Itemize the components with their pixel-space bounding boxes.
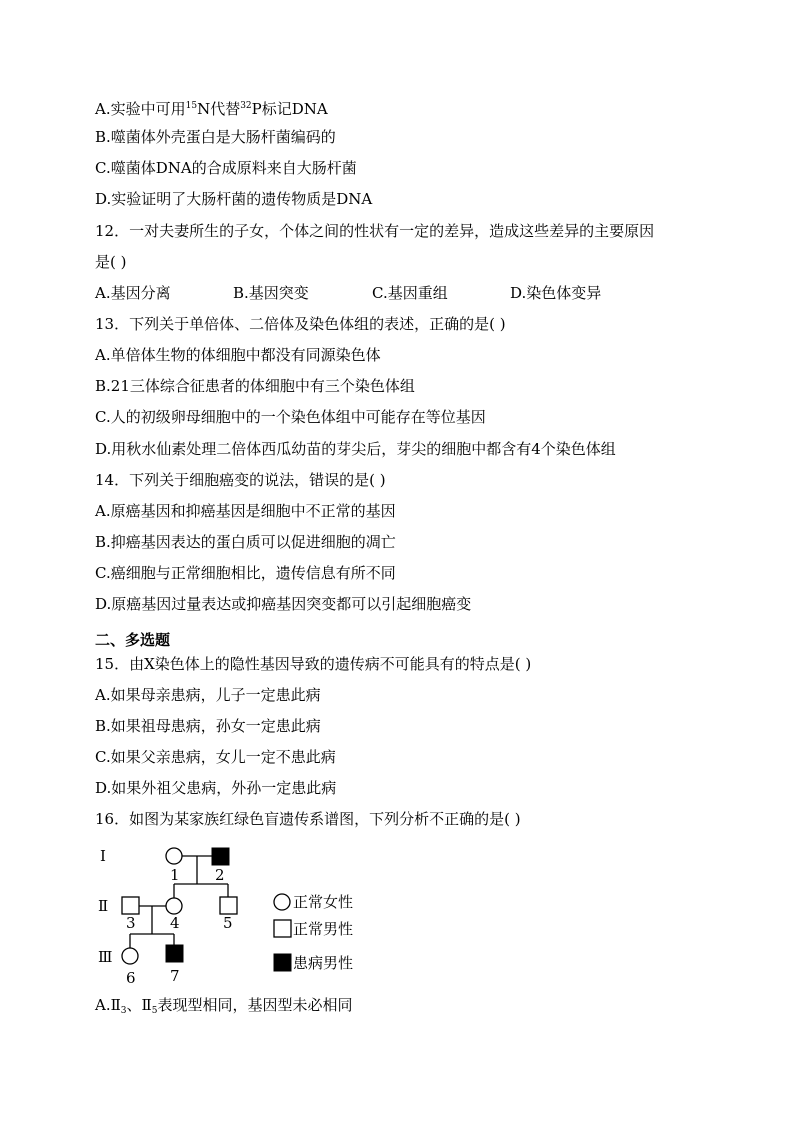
q11-option-a-text: A.实验中可用: [95, 100, 186, 118]
number-4: 4: [170, 914, 180, 932]
legend-affected-symbol: [274, 954, 291, 971]
q16-option-a-text-mid: 、Ⅱ: [126, 996, 152, 1014]
q12-option-b: B.基因突变: [233, 284, 309, 302]
subscript-5: 5: [151, 1006, 158, 1016]
individual-III6-female: [122, 948, 138, 964]
isotope-32-sup: 32: [240, 101, 252, 111]
individual-II5-male: [220, 897, 237, 914]
q16-option-a-text-end: 表现型相同，基因型未必相同: [157, 996, 353, 1014]
q12-option-d: D.染色体变异: [510, 284, 602, 302]
generation-label-2: Ⅱ: [98, 897, 109, 915]
individual-I1-female: [166, 848, 182, 864]
q12-stem-line2: 是( ): [95, 253, 127, 271]
q15-option-b: B.如果祖母患病，孙女一定患此病: [95, 717, 321, 735]
individual-II4-female: [166, 898, 182, 914]
q12-option-c: C.基因重组: [372, 284, 448, 302]
q13-option-b: B.21三体综合征患者的体细胞中有三个染色体组: [95, 377, 415, 395]
individual-II3-male: [122, 897, 139, 914]
q11-option-a-text-mid: N代替: [197, 100, 241, 118]
isotope-15-sup: 15: [185, 101, 198, 111]
q16-option-a: [95, 995, 352, 1021]
q14-stem: 14．下列关于细胞癌变的说法，错误的是( ): [95, 471, 386, 489]
legend-female-label: 正常女性: [293, 893, 354, 911]
number-1: 1: [170, 866, 180, 884]
legend-female-symbol: [274, 894, 290, 910]
number-7: 7: [170, 967, 180, 985]
generation-label-3: Ⅲ: [98, 948, 113, 966]
legend-affected-label: 患病男性: [293, 954, 354, 972]
q14-option-a: A.原癌基因和抑癌基因是细胞中不正常的基因: [95, 502, 396, 520]
number-5: 5: [223, 914, 233, 932]
q11-option-a-text-end: P标记DNA: [251, 100, 328, 118]
q13-option-a: A.单倍体生物的体细胞中都没有同源染色体: [95, 346, 381, 364]
q15-stem: 15．由X染色体上的隐性基因导致的遗传病不可能具有的特点是( ): [95, 655, 532, 673]
q11-option-a: [95, 96, 328, 119]
q15-option-a: A.如果母亲患病，儿子一定患此病: [95, 686, 321, 704]
q12-option-a: A.基因分离: [95, 284, 171, 302]
q15-option-c: C.如果父亲患病，女儿一定不患此病: [95, 748, 336, 766]
generation-label-1: Ⅰ: [100, 847, 106, 865]
individual-I2-affected-male: [212, 848, 229, 865]
q16-stem: 16．如图为某家族红绿色盲遗传系谱图，下列分析不正确的是( ): [95, 810, 521, 828]
q13-option-d: D.用秋水仙素处理二倍体西瓜幼苗的芽尖后，芽尖的细胞中都含有4个染色体组: [95, 440, 616, 458]
q11-option-d: D.实验证明了大肠杆菌的遗传物质是DNA: [95, 190, 373, 208]
section-heading-multiple-choice: 二、多选题: [95, 631, 171, 649]
subscript-3: 3: [120, 1006, 127, 1016]
q11-option-c: C.噬菌体DNA的合成原料来自大肠杆菌: [95, 159, 357, 177]
number-2: 2: [215, 866, 225, 884]
legend-male-label: 正常男性: [293, 920, 354, 938]
q14-option-d: D.原癌基因过量表达或抑癌基因突变都可以引起细胞癌变: [95, 595, 472, 613]
q11-option-b: B.噬菌体外壳蛋白是大肠杆菌编码的: [95, 128, 336, 146]
q13-stem: 13．下列关于单倍体、二倍体及染色体组的表述，正确的是( ): [95, 315, 506, 333]
q14-option-c: C.癌细胞与正常细胞相比，遗传信息有所不同: [95, 564, 396, 582]
legend-male-symbol: [274, 920, 291, 937]
pedigree-chart: [92, 840, 382, 988]
q14-option-b: B.抑癌基因表达的蛋白质可以促进细胞的凋亡: [95, 533, 396, 551]
q13-option-c: C.人的初级卵母细胞中的一个染色体组中可能存在等位基因: [95, 408, 486, 426]
number-6: 6: [126, 969, 136, 987]
q12-stem-line1: 12．一对夫妻所生的子女，个体之间的性状有一定的差异，造成这些差异的主要原因: [95, 222, 655, 240]
q15-option-d: D.如果外祖父患病，外孙一定患此病: [95, 779, 337, 797]
q16-option-a-text: A.Ⅱ: [95, 996, 121, 1014]
number-3: 3: [126, 914, 136, 932]
individual-III7-affected-male: [166, 945, 183, 962]
